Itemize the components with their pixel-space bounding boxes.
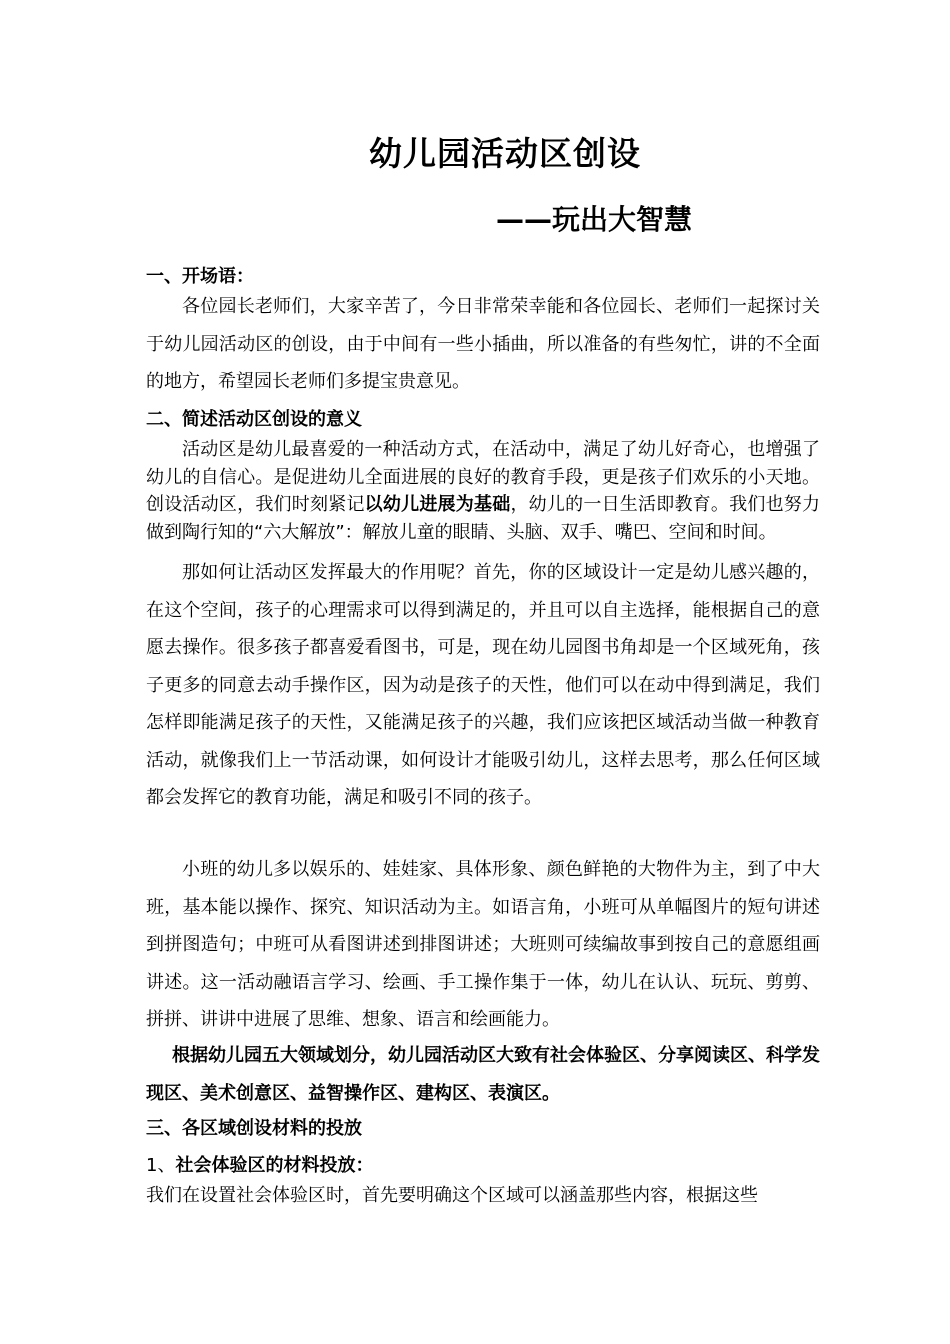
section-2-paragraph-1 bbox=[146, 436, 820, 546]
document-title: 幼儿园活动区创设 bbox=[369, 134, 641, 173]
paragraph-1-text-after: ，幼儿的一日生活即教育。我们也努力做到陶行知的“六大解放”：解放儿童的眼睛、头脑、双手、嘴巴、空间和时间。 bbox=[146, 494, 821, 543]
paragraph-1-text-before: 活动区是幼儿最喜爱的一种活动方式，在活动中，满足了幼儿好奇心，也增强了幼儿的自信心。是促进幼儿全面进展的良好的教育手段，更是孩子们欢乐的小天地。创设活动区，我们时刻紧记 bbox=[146, 439, 820, 515]
section-2-heading: 二、简述活动区创设的意义 bbox=[146, 409, 362, 430]
paragraph-1-bold-text: 以幼儿进展为基础 bbox=[364, 494, 511, 515]
subsection-1-heading bbox=[146, 1151, 373, 1177]
section-3-heading: 三、各区域创设材料的投放 bbox=[146, 1118, 362, 1139]
section-2-paragraph-4: 根据幼儿园五大领域划分，幼儿园活动区大致有社会体验区、分享阅读区、科学发现区、美术创意区、益智操作区、建构区、表演区。 bbox=[146, 1045, 820, 1104]
section-2-paragraph-3: 小班的幼儿多以娱乐的、娃娃家、具体形象、颜色鲜艳的大物件为主，到了中大班，基本能以操作、探究、知识活动为主。如语言角，小班可从单幅图片的短句讲述到拼图造句；中班可从看图讲述到排图讲述；大班则可续编故事到按自己的意愿组画讲述。这一活动融语言学习、绘画、手工操作集于一体，幼儿在认认、玩玩、剪剪、拼拼、讲讲中进展了思维、想象、语言和绘画能力。 bbox=[146, 859, 820, 1030]
subsection-1-title: 社会体验区的材料投放： bbox=[175, 1155, 374, 1176]
subsection-1-paragraph: 我们在设置社会体验区时，首先要明确这个区域可以涵盖那些内容，根据这些 bbox=[146, 1185, 758, 1206]
section-1-paragraph: 各位园长老师们，大家辛苦了，今日非常荣幸能和各位园长、老师们一起探讨关于幼儿园活动区的创设，由于中间有一些小插曲，所以准备的有些匆忙，讲的不全面的地方，希望园长老师们多提宝贵意见。 bbox=[146, 296, 820, 392]
section-2-paragraph-2: 那如何让活动区发挥最大的作用呢？首先，你的区域设计一定是幼儿感兴趣的，在这个空间，孩子的心理需求可以得到满足的，并且可以自主选择，能根据自己的意愿去操作。很多孩子都喜爱看图书，可是，现在幼儿园图书角却是一个区域死角，孩子更多的同意去动手操作区，因为动是孩子的天性，他们可以在动中得到满足，我们怎样即能满足孩子的天性，又能满足孩子的兴趣，我们应该把区域活动当做一种教育活动，就像我们上一节活动课，如何设计才能吸引幼儿，这样去思考，那么任何区域都会发挥它的教育功能，满足和吸引不同的孩子。 bbox=[146, 562, 820, 808]
subsection-1-number: 1、 bbox=[146, 1155, 176, 1176]
document-subtitle: ——玩出大智慧 bbox=[496, 203, 693, 236]
section-1-heading: 一、开场语： bbox=[146, 266, 254, 287]
